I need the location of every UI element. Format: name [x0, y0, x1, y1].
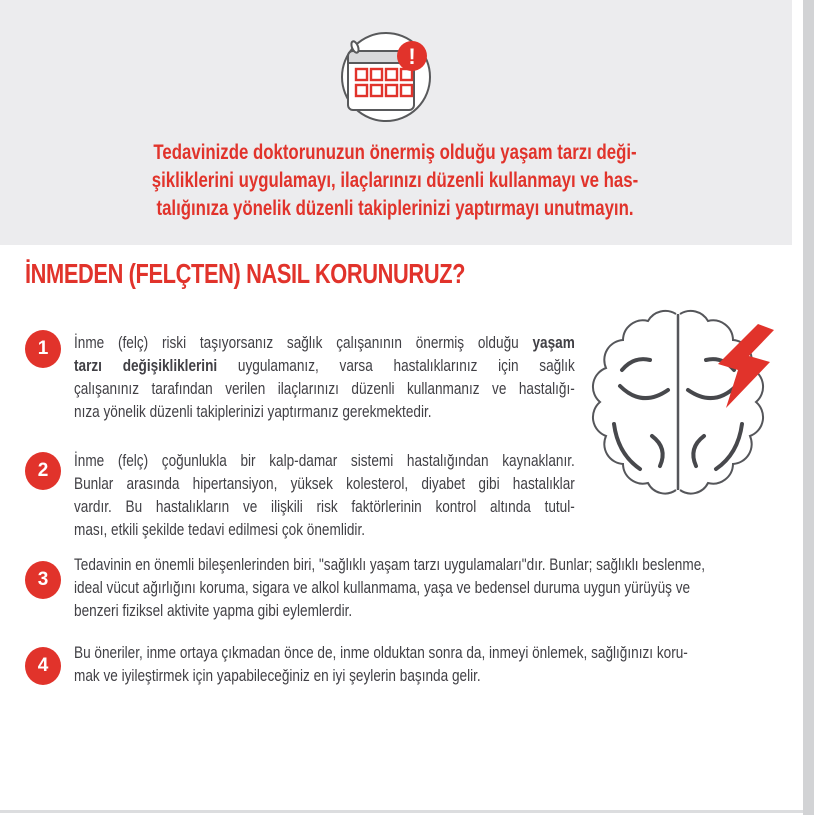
reminder-text [95, 139, 695, 223]
item-text-line: İnme (felç) riski taşıyorsanız sağlık çalışanının önermiş olduğu yaşam [74, 333, 575, 352]
brain-stroke-icon [588, 306, 788, 501]
item-number-badge: 4 [25, 647, 61, 685]
page-edge-strip [803, 0, 814, 815]
item-text [74, 641, 776, 687]
section-heading: İNMEDEN (FELÇTEN) NASIL KORUNURUZ? [25, 258, 466, 289]
item-text-line: çalışanınız tarafından verilen ilaçlarınızı düzenli kullanmanız ve hastalığı- [74, 379, 575, 398]
item-text [74, 553, 776, 622]
reminder-line: talığınıza yönelik düzenli takiplerinizi yaptırmayı unutmayın. [156, 197, 634, 220]
item-text-line: vardır. Bu hastalıkların ve ilişkili risk faktörlerinin kontrol altında tutul- [74, 497, 575, 516]
item-text [74, 331, 575, 423]
item-text-line: Bunlar arasında hipertansiyon, yüksek kolesterol, diyabet gibi hastalıklar [74, 474, 575, 493]
alert-exclamation: ! [408, 44, 416, 69]
item-text-line: mak ve iyileştirmek için yapabileceğiniz en iyi şeylerin başında gelir. [74, 666, 481, 685]
item-number-badge: 2 [25, 452, 61, 490]
calendar-alert-icon [336, 28, 434, 130]
page-bottom-edge [0, 810, 803, 813]
item-text-line: İnme (felç) çoğunlukla bir kalp-damar sistemi hastalığından kaynaklanır. [74, 451, 575, 470]
item-text-line: benzeri fiziksel aktivite yapma gibi eylemlerdir. [74, 601, 353, 620]
item-text-line: nıza yönelik düzenli takiplerinizi yaptırmanız gerekmektedir. [74, 402, 432, 421]
item-text-line: tarzı değişikliklerini uygulamanız, varsa hastalıklarınız için sağlık [74, 356, 575, 375]
item-text [74, 449, 575, 541]
item-text-line: Bu öneriler, inme ortaya çıkmadan önce de, inme olduktan sonra da, inmeyi önlemek, sağlığınızı koru- [74, 643, 688, 662]
reminder-line: şikliklerini uygulamayı, ilaçlarınızı düzenli kullanmayı ve has- [151, 169, 639, 192]
item-number-badge: 3 [25, 561, 61, 599]
item-number-badge: 1 [25, 330, 61, 368]
item-text-line: ideal vücut ağırlığını koruma, sigara ve alkol kullanmama, yaşa ve bedensel duruma uygun yürüyüş ve [74, 578, 691, 597]
item-text-line: Tedavinin en önemli bileşenlerinden biri, "sağlıklı yaşam tarzı uygulamaları"dır. Bunlar; sağlıklı beslenme, [74, 555, 706, 574]
reminder-line: Tedavinizde doktorunuzun önermiş olduğu yaşam tarzı deği- [153, 141, 637, 164]
item-text-line: ması, etkili şekilde tedavi edilmesi çok önemlidir. [74, 520, 366, 539]
